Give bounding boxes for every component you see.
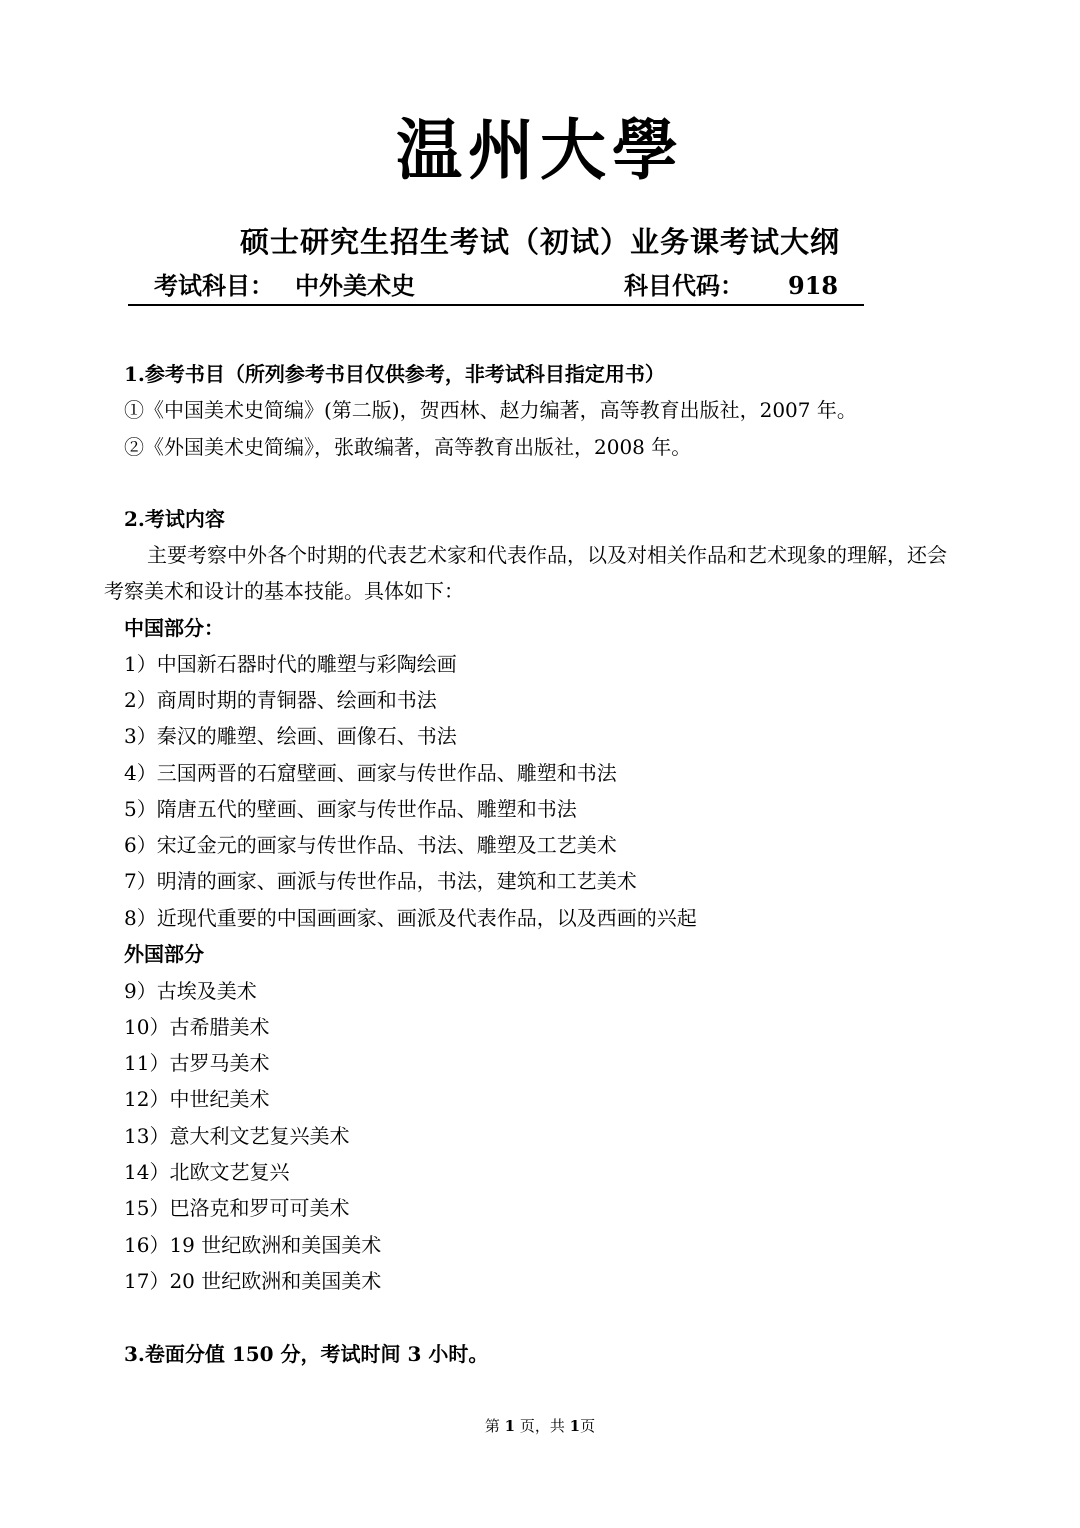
list-item: 16）19 世纪欧洲和美国美术 [124, 1233, 382, 1257]
list-item: 10）古希腊美术 [124, 1015, 270, 1039]
footer-page-number: 1 [504, 1417, 516, 1435]
footer-prefix: 第 [484, 1417, 505, 1435]
list-item: 12）中世纪美术 [124, 1087, 270, 1111]
section3-score-time: 3.卷面分值 150 分，考试时间 3 小时。 [124, 1342, 489, 1366]
section2-heading: 2.考试内容 [124, 507, 225, 531]
list-item: 8）近现代重要的中国画画家、画派及代表作品，以及西画的兴起 [124, 906, 697, 930]
china-part-heading: 中国部分： [124, 616, 224, 640]
list-item: 14）北欧文艺复兴 [124, 1160, 290, 1184]
list-item: 9）古埃及美术 [124, 979, 257, 1003]
list-item: 17）20 世纪欧洲和美国美术 [124, 1269, 382, 1293]
list-item: 15）巴洛克和罗可可美术 [124, 1196, 350, 1220]
subject-value: 中外美术史 [295, 271, 415, 300]
foreign-part-heading: 外国部分 [124, 942, 204, 966]
intro-paragraph-line: 主要考察中外各个时期的代表艺术家和代表作品，以及对相关作品和艺术现象的理解，还会 [147, 543, 947, 567]
document-title: 硕士研究生招生考试（初试）业务课考试大纲 [239, 225, 840, 259]
footer-middle: 页，共 [515, 1417, 570, 1435]
reference-book: ①《中国美术史简编》(第二版)，贺西林、赵力编著，高等教育出版社，2007 年。 [124, 398, 857, 422]
footer-total-pages: 1 [569, 1417, 581, 1435]
list-item: 13）意大利文艺复兴美术 [124, 1124, 350, 1148]
subject-label: 考试科目： [154, 271, 274, 300]
list-item: 4）三国两晋的石窟壁画、画家与传世作品、雕塑和书法 [124, 761, 617, 785]
code-value: 918 [788, 271, 839, 300]
list-item: 7）明清的画家、画派与传世作品，书法，建筑和工艺美术 [124, 869, 637, 893]
university-logo: 温州大學 [396, 111, 684, 189]
code-label: 科目代码： [624, 271, 744, 300]
list-item: 11）古罗马美术 [124, 1051, 270, 1075]
list-item: 2）商周时期的青铜器、绘画和书法 [124, 688, 437, 712]
list-item: 3）秦汉的雕塑、绘画、画像石、书法 [124, 724, 457, 748]
section1-heading: 1.参考书目（所列参考书目仅供参考，非考试科目指定用书） [124, 362, 665, 386]
footer-suffix: 页 [580, 1417, 596, 1435]
reference-book: ②《外国美术史简编》，张敢编著，高等教育出版社，2008 年。 [124, 435, 692, 459]
page-footer [0, 1414, 1080, 1438]
intro-paragraph-line: 考察美术和设计的基本技能。具体如下： [104, 579, 464, 603]
list-item: 5）隋唐五代的壁画、画家与传世作品、雕塑和书法 [124, 797, 577, 821]
list-item: 6）宋辽金元的画家与传世作品、书法、雕塑及工艺美术 [124, 833, 617, 857]
list-item: 1）中国新石器时代的雕塑与彩陶绘画 [124, 652, 457, 676]
subject-line [128, 268, 864, 306]
